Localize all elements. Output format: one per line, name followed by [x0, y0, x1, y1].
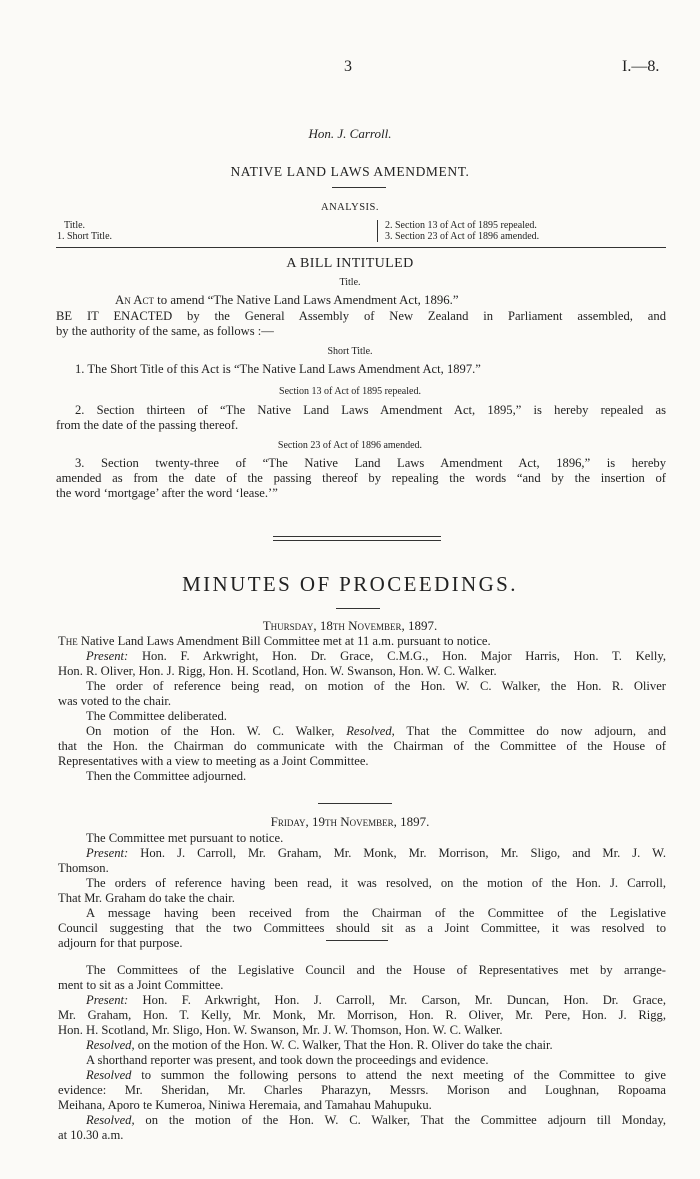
section-3-heading: Section 23 of Act of 1896 amended. — [277, 440, 423, 451]
m2-line-2: Present: Hon. J. Carroll, Mr. Graham, Mr. Monk, Mr. Morrison, Mr. Sligo, and Mr. J. W. — [86, 846, 666, 860]
section-2-heading: Section 13 of Act of 1895 repealed. — [279, 386, 421, 397]
analysis-bottom-rule — [56, 247, 666, 248]
bill-intituled: A BILL INTITULED — [286, 256, 414, 271]
section-1-text: 1. The Short Title of this Act is “The Native Land Laws Amendment Act, 1897.” — [75, 362, 481, 376]
m1-line-8: that the Hon. the Chairman do communicate with the Chairman of the Committee of the House of — [58, 739, 666, 753]
analysis-left-2: 1. Short Title. — [57, 231, 113, 242]
m1-line-1: The Native Land Laws Amendment Bill Committee met at 11 a.m. pursuant to notice. — [58, 634, 491, 648]
act-title-line — [115, 293, 459, 308]
m2-line-7: Council suggesting that the two Committees should sit as a Joint Committee, it was resolved to — [58, 921, 666, 935]
section-2-line-2: from the date of the passing thereof. — [56, 418, 239, 432]
section-3-line-1: 3. Section twenty-three of “The Native Land Laws Amendment Act, 1896,” is hereby — [75, 456, 666, 470]
act-lead: An Act — [115, 293, 154, 307]
bill-title: NATIVE LAND LAWS AMENDMENT. — [230, 164, 470, 179]
minutes-heading-divider — [336, 608, 380, 609]
m1-line-5: was voted to the chair. — [58, 694, 171, 708]
analysis-column-divider — [377, 220, 378, 242]
minutes-heading: MINUTES OF PROCEEDINGS. — [182, 572, 518, 596]
m1-line-3: Hon. R. Oliver, Hon. J. Rigg, Hon. H. Scotland, Hon. W. Swanson, Hon. W. C. Walker. — [58, 664, 497, 678]
m2-line-8: adjourn for that purpose. — [58, 936, 183, 950]
analysis-right-1: 2. Section 13 of Act of 1895 repealed. — [385, 220, 537, 231]
meeting-2-date: Friday, 19th November, 1897. — [270, 814, 430, 829]
m3-line-3: Present: Hon. F. Arkwright, Hon. J. Carroll, Mr. Carson, Mr. Duncan, Hon. Dr. Grace, — [86, 993, 666, 1007]
section-2-line-1: 2. Section thirteen of “The Native Land Laws Amendment Act, 1895,” is hereby repealed as — [75, 403, 666, 417]
m3-line-1: The Committees of the Legislative Council and the House of Representatives met by arrange- — [86, 963, 666, 977]
enacting-clause-1: BE IT ENACTED by the General Assembly of New Zealand in Parliament assembled, and — [56, 309, 666, 323]
m3-line-10: Meihana, Aporo te Kumeroa, Niniwa Heremaia, and Tamahau Mahupuku. — [58, 1098, 432, 1112]
document-reference: I.—8. — [622, 58, 660, 75]
section-1-heading: Short Title. — [327, 346, 373, 357]
m2-line-3: Thomson. — [58, 861, 109, 875]
meeting-divider-1 — [318, 803, 392, 804]
m3-line-4: Mr. Graham, Hon. T. Kelly, Mr. Monk, Mr. Morrison, Hon. R. Oliver, Mr. Pere, Hon. J. Rigg, — [58, 1008, 666, 1022]
m3-line-9: evidence: Mr. Sheridan, Mr. Charles Pharazyn, Messrs. Morison and Loughnan, Ropoama — [58, 1083, 666, 1097]
m3-line-2: ment to sit as a Joint Committee. — [58, 978, 224, 992]
m1-line-4: The order of reference being read, on motion of the Hon. W. C. Walker, the Hon. R. Oliver — [86, 679, 666, 693]
m1-line-6: The Committee deliberated. — [86, 709, 227, 723]
m3-line-7: A shorthand reporter was present, and took down the proceedings and evidence. — [86, 1053, 489, 1067]
analysis-left-1: Title. — [64, 220, 86, 231]
m2-line-4: The orders of reference having been read, it was resolved, on the motion of the Hon. J. Carroll, — [86, 876, 666, 890]
title-marginal-label: Title. — [339, 277, 361, 288]
meeting-divider-2 — [326, 940, 388, 941]
m1-line-2: Present: Hon. F. Arkwright, Hon. Dr. Grace, C.M.G., Hon. Major Harris, Hon. T. Kelly, — [86, 649, 666, 663]
title-divider — [332, 187, 386, 188]
m2-line-5: That Mr. Graham do take the chair. — [58, 891, 235, 905]
section-3-line-3: the word ‘mortgage’ after the word ‘lease.’” — [56, 486, 278, 500]
act-rest: to amend “The Native Land Laws Amendment Act, 1896.” — [153, 293, 459, 307]
meeting-1-date: Thursday, 18th November, 1897. — [262, 618, 438, 633]
section-break-rule-top — [273, 536, 441, 537]
m1-line-10: Then the Committee adjourned. — [86, 769, 247, 783]
m3-line-8: Resolved to summon the following persons to attend the next meeting of the Committee to give — [86, 1068, 666, 1082]
enacting-clause-2: by the authority of the same, as follows :— — [56, 324, 274, 338]
analysis-heading: ANALYSIS. — [321, 202, 379, 213]
analysis-right-2: 3. Section 23 of Act of 1896 amended. — [385, 231, 540, 242]
page-number: 3 — [344, 58, 352, 75]
section-break-rule-bottom — [273, 540, 441, 541]
m3-line-11: Resolved, on the motion of the Hon. W. C. Walker, That the Committee adjourn till Monday, — [86, 1113, 666, 1127]
m1-line-9: Representatives with a view to meeting as a Joint Committee. — [58, 754, 369, 768]
bill-sponsor: Hon. J. Carroll. — [308, 126, 392, 141]
m3-line-5: Hon. H. Scotland, Mr. Sligo, Hon. W. Swanson, Mr. J. W. Thomson, Hon. W. C. Walker. — [58, 1023, 503, 1037]
section-3-line-2: amended as from the date of the passing thereof by repealing the words “and by the insertion of — [56, 471, 666, 485]
m2-line-1: The Committee met pursuant to notice. — [86, 831, 284, 845]
m2-line-6: A message having been received from the Chairman of the Committee of the Legislative — [86, 906, 666, 920]
m3-line-6: Resolved, on the motion of the Hon. W. C. Walker, That the Hon. R. Oliver do take the chair. — [86, 1038, 553, 1052]
m3-line-12: at 10.30 a.m. — [58, 1128, 124, 1142]
m1-line-7: On motion of the Hon. W. C. Walker, Resolved, That the Committee do now adjourn, and — [86, 724, 667, 738]
